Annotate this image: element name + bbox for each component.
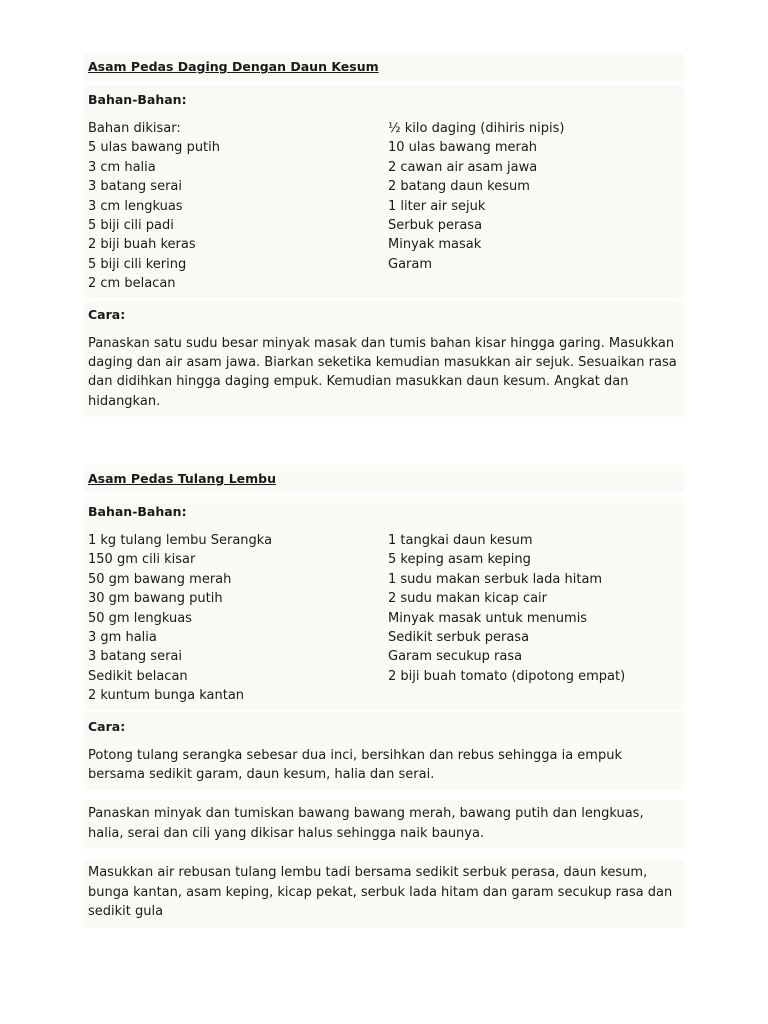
ingredient-item: Sedikit belacan (88, 668, 188, 684)
ingredient-item: 2 kuntum bunga kantan (88, 688, 245, 704)
ingredient-item: 2 cawan air asam jawa (388, 159, 538, 175)
paragraph-spacer (84, 849, 684, 859)
ingredient-item: 2 batang daun kesum (388, 179, 530, 195)
ingredient-item: Garam (388, 256, 433, 272)
ingredients-right-column (388, 119, 678, 294)
ingredient-item: 3 batang serai (88, 649, 183, 665)
ingredient-item: 3 cm lengkuas (88, 198, 183, 214)
method-heading: Cara: (84, 300, 684, 330)
ingredient-item: 10 ulas bawang merah (388, 140, 538, 156)
recipe-title: Asam Pedas Tulang Lembu (84, 465, 684, 493)
ingredient-item: 5 biji cili kering (88, 256, 187, 272)
ingredient-item: 2 biji buah keras (88, 237, 196, 253)
method-paragraph: Masukkan air rebusan tulang lembu tadi bersama sedikit serbuk perasa, daun kesum, bunga kantan, asam keping, kicap pekat, serbuk lada hitam dan garam secukup rasa dan sedikit gula (84, 859, 684, 927)
ingredient-item: ½ kilo daging (dihiris nipis) (388, 121, 565, 136)
paragraph-spacer (84, 790, 684, 800)
ingredient-item: 1 kg tulang lembu Serangka (88, 533, 273, 548)
ingredient-item: 1 liter air sejuk (388, 198, 486, 214)
ingredient-item: Minyak masak untuk menumis (388, 610, 588, 626)
ingredient-item: 2 cm belacan (88, 276, 176, 292)
ingredient-item: Minyak masak (388, 237, 482, 253)
ingredient-item: 5 biji cili padi (88, 218, 174, 234)
ingredients-list (84, 115, 684, 298)
method-paragraph: Panaskan minyak dan tumiskan bawang bawang merah, bawang putih dan lengkuas, halia, serai dan cili yang dikisar halus sehingga naik baunya. (84, 800, 684, 849)
ingredient-item: 2 biji buah tomato (dipotong empat) (388, 668, 626, 684)
ingredient-item: 3 batang serai (88, 179, 183, 195)
ingredient-item: 2 sudu makan kicap cair (388, 591, 548, 607)
ingredients-heading: Bahan-Bahan: (84, 85, 684, 115)
ingredient-item: 1 sudu makan serbuk lada hitam (388, 571, 603, 587)
ingredient-item: 50 gm bawang merah (88, 571, 232, 587)
ingredient-item: 50 gm lengkuas (88, 610, 192, 626)
ingredient-item: 3 gm halia (88, 630, 157, 646)
ingredient-item: Garam secukup rasa (388, 649, 523, 665)
recipe-asam-pedas-daging (84, 53, 684, 417)
ingredients-left-column (88, 119, 388, 294)
ingredient-item: Sedikit serbuk perasa (388, 630, 530, 646)
recipe-title: Asam Pedas Daging Dengan Daun Kesum (84, 53, 684, 81)
ingredient-item: 5 ulas bawang putih (88, 140, 221, 156)
method-paragraph: Panaskan satu sudu besar minyak masak dan tumis bahan kisar hingga garing. Masukkan daging dan air asam jawa. Biarkan seketika kemudian masukkan air sejuk. Sesuaikan rasa dan didihkan hingga daging empuk. Kemudian masukkan daun kesum. Angkat dan hidangkan. (84, 330, 684, 418)
method-heading: Cara: (84, 712, 684, 742)
ingredient-item: Serbuk perasa (388, 218, 483, 234)
ingredients-left-column (88, 531, 388, 706)
ingredients-right-column (388, 531, 678, 706)
ingredient-item: 5 keping asam keping (388, 552, 531, 568)
ingredient-item: Bahan dikisar: (88, 121, 181, 136)
method-paragraph: Potong tulang serangka sebesar dua inci, bersihkan dan rebus sehingga ia empuk bersama sedikit garam, daun kesum, halia dan serai. (84, 742, 684, 791)
ingredient-item: 150 gm cili kisar (88, 552, 196, 568)
ingredient-item: 30 gm bawang putih (88, 591, 223, 607)
ingredients-heading: Bahan-Bahan: (84, 497, 684, 527)
ingredients-list (84, 527, 684, 710)
ingredient-item: 1 tangkai daun kesum (388, 533, 533, 548)
ingredient-item: 3 cm halia (88, 159, 156, 175)
recipe-asam-pedas-tulang-lembu (84, 465, 684, 928)
